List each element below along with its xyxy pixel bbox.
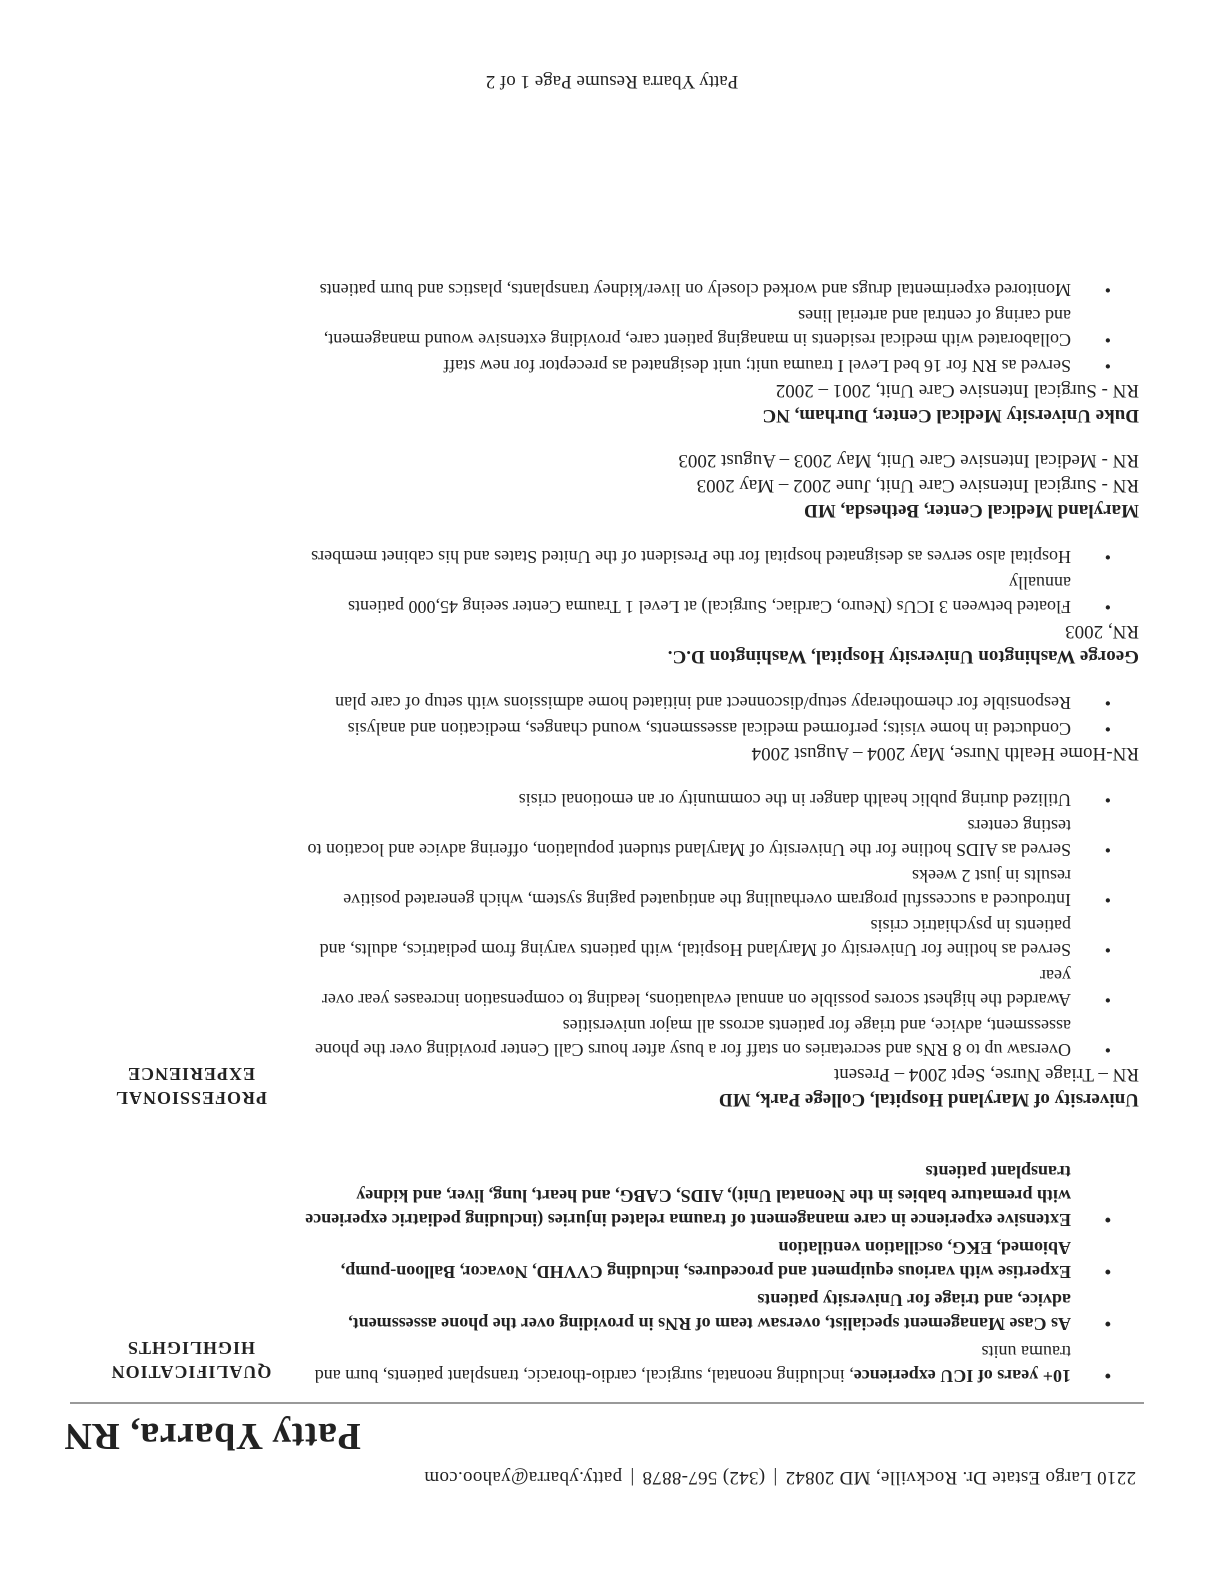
list-item	[294, 1340, 1071, 1388]
contact-separator: |	[773, 1467, 778, 1488]
list-item: • Floated between 3 ICUs (Neuro, Cardiac, Surgical) at Level 1 Trauma Center seeing 45,000 patients annually	[294, 571, 1071, 619]
employer-duke: Duke University Medical Center, Durham, NC	[762, 405, 1139, 426]
list-item: • Awarded the highest scores possible on annual evaluations, leading to compensation increases year over year	[294, 964, 1071, 1012]
list-item: • Served as RN for 16 bed Level I trauma unit; unit designated as preceptor for new staff	[294, 354, 1071, 378]
list-item: • Oversaw up to 8 RNs and secretaries on staff for a busy after hours Call Center providing over the phone assessment, advice, and triage for patients across all major universities	[294, 1014, 1071, 1062]
job-title: RN - Surgical Intensive Care Unit, June 2002 – May 2003	[696, 475, 1139, 496]
spacer	[294, 428, 1139, 448]
job-title: RN - Medical Intensive Care Unit, May 2003 – August 2003	[678, 450, 1139, 471]
spacer	[294, 669, 1139, 689]
bold-text: As Case Management specialist, oversaw team of RNs in providing over the phone assessment, advice, and triage for University patients	[348, 1290, 1071, 1334]
duties-list	[294, 788, 1139, 1062]
list-item	[294, 1236, 1071, 1284]
job-title: RN – Triage Nurse, Sept 2004 – Present	[833, 1064, 1139, 1085]
list-item: • Utilized during public health danger in the community or an emotional crisis	[294, 788, 1071, 812]
list-item: • Collaborated with medical residents in managing patient care, providing extensive wound management, and caring of central and arterial lines	[294, 304, 1071, 352]
qualification-list	[294, 1160, 1139, 1388]
label-line: PROFESSIONAL	[114, 1088, 268, 1108]
duties-list	[294, 691, 1139, 741]
label-line: QUALIFICATION	[110, 1362, 272, 1382]
candidate-name: Patty Ybarra, RN	[64, 1415, 361, 1457]
professional-experience-label	[106, 1062, 276, 1110]
bold-text: Expertise with various equipment and procedures, including CVVHD, Novacor, Balloon-pump, Abiomed, EKG, oscillation ventilation	[340, 1238, 1071, 1282]
list-item: • Served as hotline for University of Maryland Hospital, with patients varying from pediatrics, adults, and patients in psychiatric crisis	[294, 914, 1071, 962]
bold-text: 10+ years of ICU experience	[853, 1366, 1071, 1386]
employer-mmc: Maryland Medical Center, Bethesda, MD	[804, 500, 1139, 521]
employer-umd: University of Maryland Hospital, College Park, MD	[718, 1089, 1139, 1110]
spacer	[294, 766, 1139, 786]
phone: (342) 567-8878	[642, 1467, 766, 1488]
bold-text: Extensive experience in care management of trauma related injuries (including pediatric experience with premature babies in the Neonatal Unit), AIDS, CABG, and heart, lung, liver, and kidney transplant patients	[305, 1162, 1071, 1230]
employer-gwu: George Washington University Hospital, Washington D.C.	[667, 646, 1139, 667]
contact-separator: |	[630, 1467, 635, 1488]
job-title: RN-Home Health Nurse, May 2004 – August 2004	[751, 743, 1139, 764]
job-title: RN - Surgical Intensive Care Unit, 2001 – 2002	[775, 380, 1139, 401]
list-item: • Introduced a successful program overhauling the antiquated paging system, which generated positive results in just 2 weeks	[294, 864, 1071, 912]
list-item: • Responsible for chemotherapy setup/disconnect and initiated home admissions with setup of care plan	[294, 691, 1071, 715]
regular-text: , including neonatal, surgical, cardio-thoracic, transplant patients, burn and trauma units	[314, 1342, 1071, 1386]
job-title: RN, 2003	[1065, 621, 1139, 642]
list-item	[294, 1160, 1071, 1232]
experience-section	[294, 276, 1139, 1112]
contact-line	[424, 1466, 1136, 1488]
email: patty.ybarra@yahoo.com	[424, 1467, 623, 1488]
label-line: HIGHLIGHTS	[126, 1338, 256, 1358]
address: 2210 Largo Estate Dr. Rockville, MD 20842	[785, 1467, 1136, 1488]
qualification-highlights-label	[106, 1336, 276, 1384]
duties-list	[294, 545, 1139, 619]
list-item: • Served as AIDS hotline for the University of Maryland student population, offering advice and location to testing centers	[294, 814, 1071, 862]
list-item: • Monitored experimental drugs and worked closely on liver/kidney transplants, plastics and burn patients	[294, 278, 1071, 302]
spacer	[294, 523, 1139, 543]
duties-list	[294, 278, 1139, 378]
qualification-section	[294, 1156, 1139, 1388]
list-item: • Conducted in home visits; performed medical assessments, wound changes, medication and analysis	[294, 717, 1071, 741]
header-divider	[70, 1402, 1144, 1404]
page-footer: Patty Ybarra Resume Page 1 of 2	[485, 71, 739, 92]
list-item	[294, 1288, 1071, 1336]
list-item: • Hospital also serves as designated hospital for the President of the United States and his cabinet members	[294, 545, 1071, 569]
label-line: EXPERIENCE	[126, 1064, 256, 1084]
